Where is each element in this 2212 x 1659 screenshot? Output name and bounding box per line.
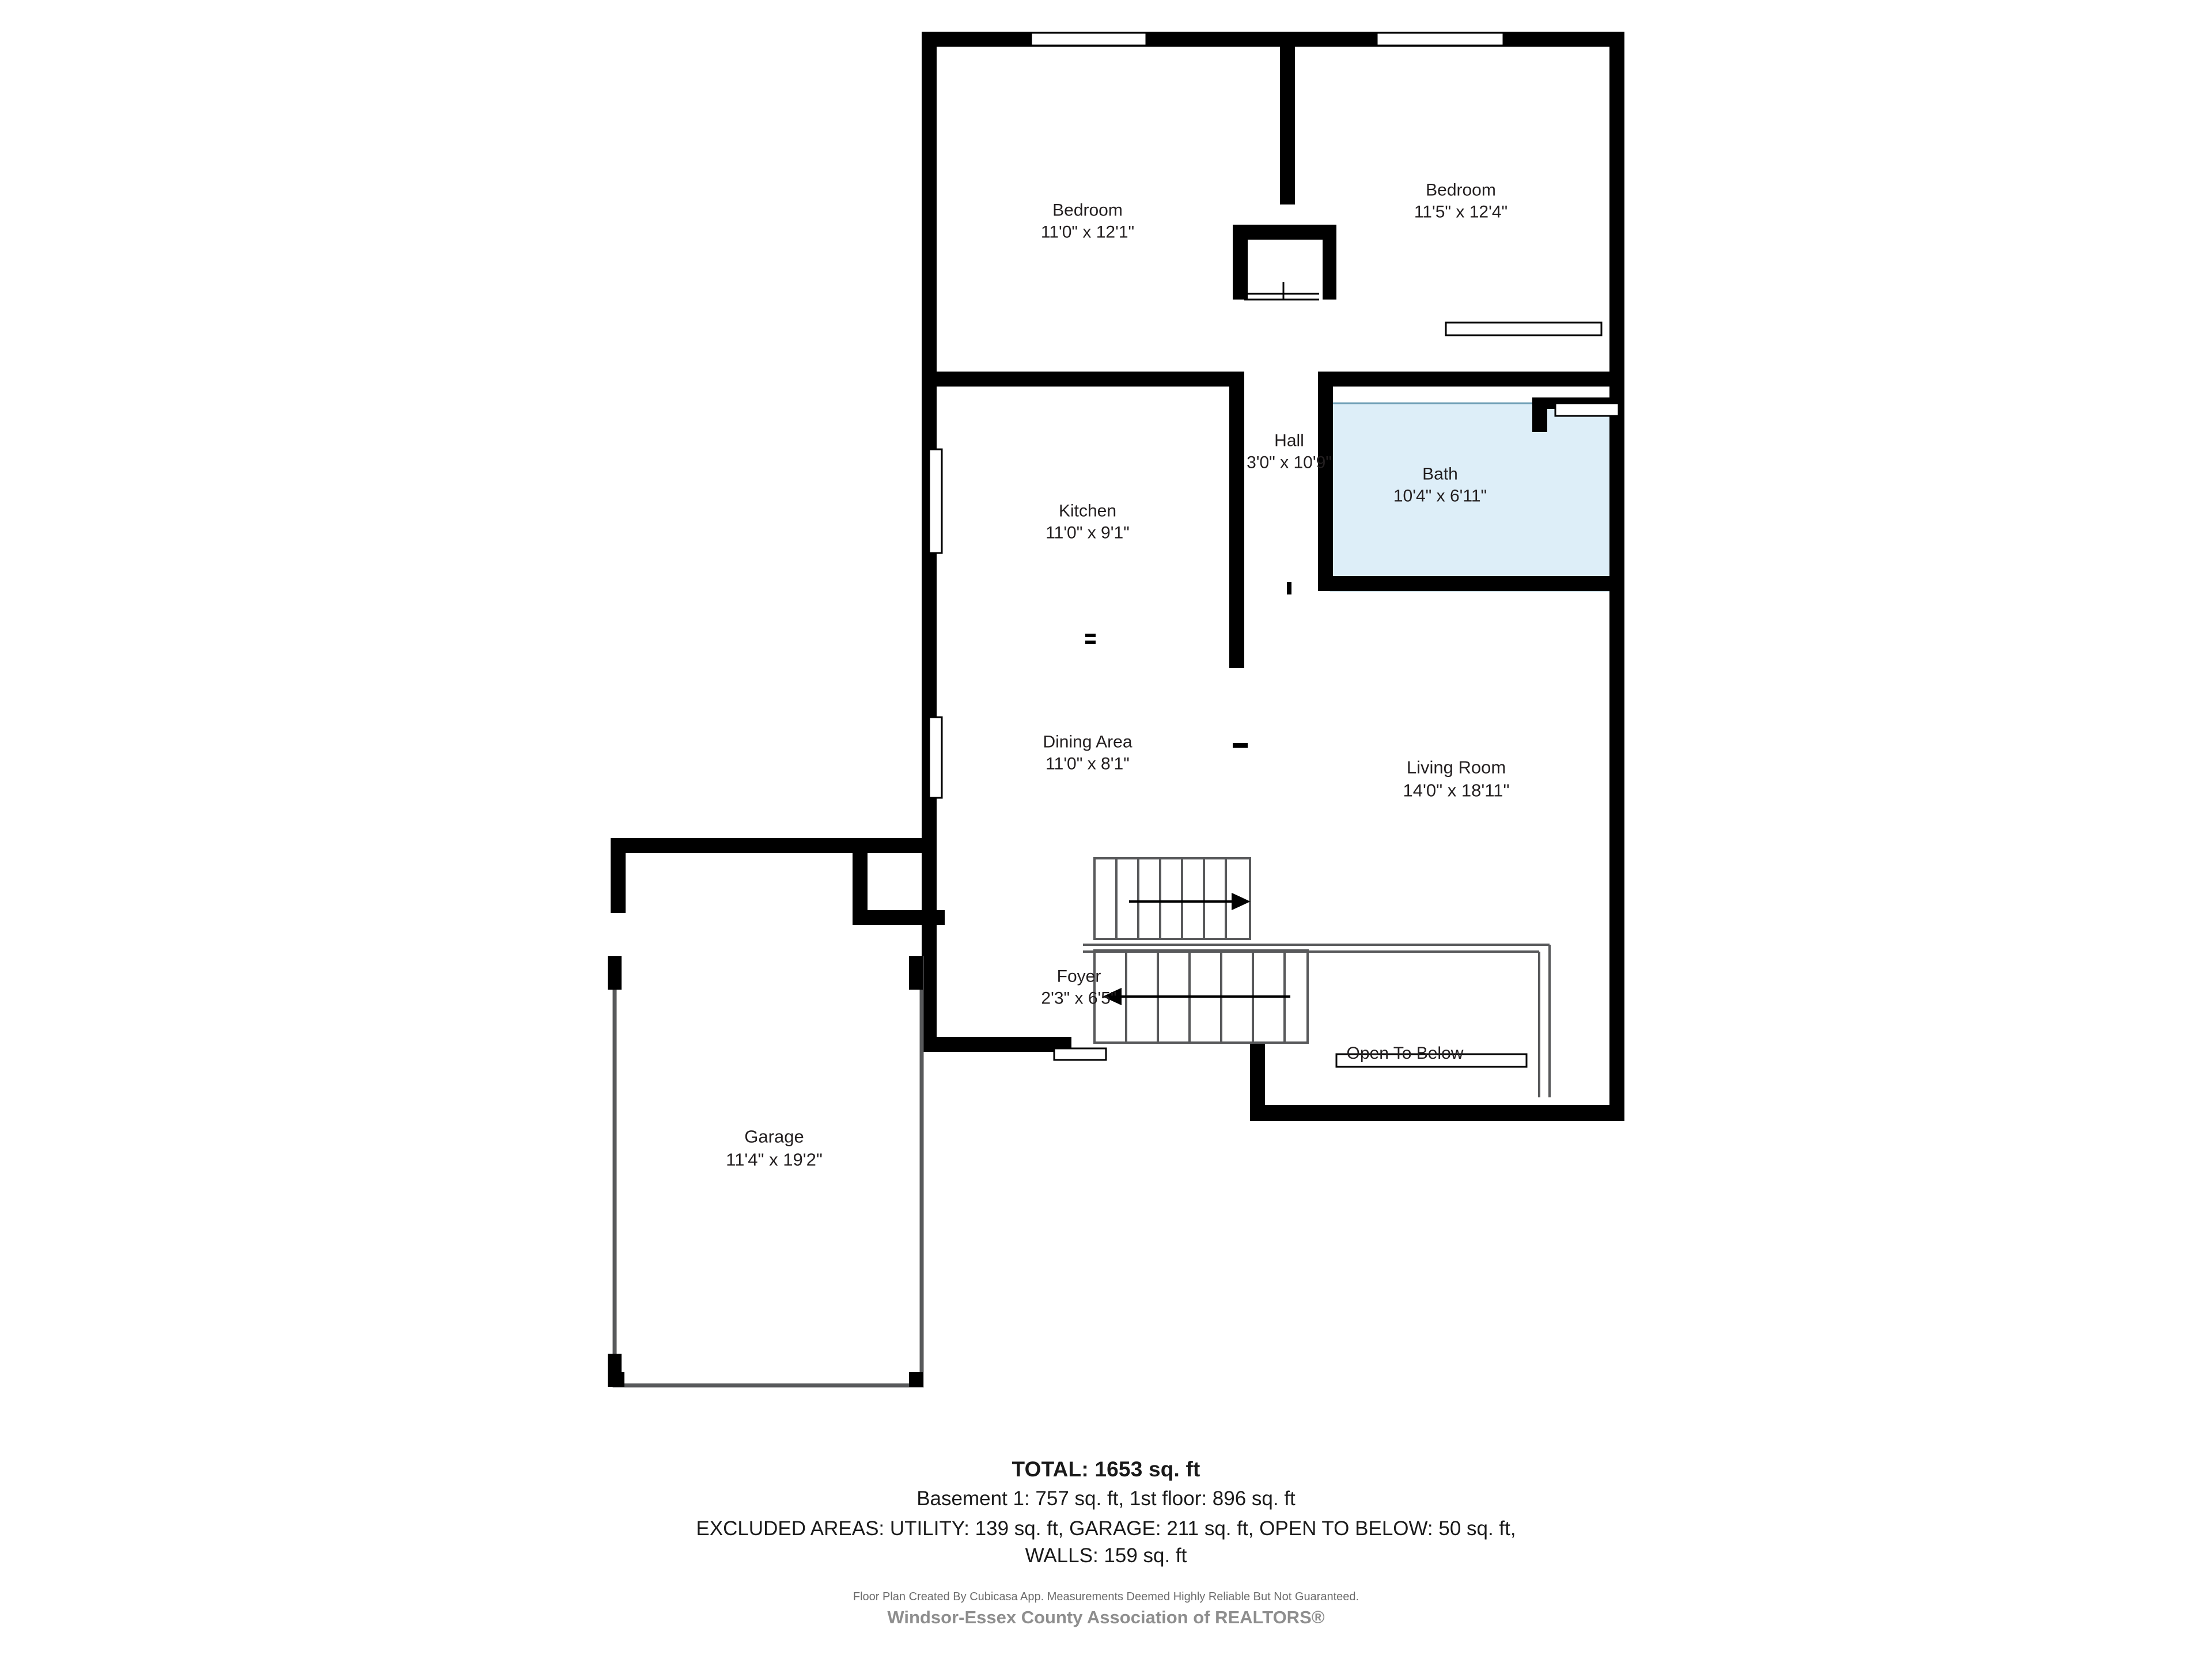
doors: [1244, 282, 1319, 300]
room-name: Garage: [744, 1126, 804, 1147]
room-name: Bedroom: [1426, 180, 1496, 200]
room-dimensions: 11'4" x 19'2": [726, 1149, 823, 1169]
room-dimensions: 11'0" x 8'1": [1046, 755, 1130, 774]
room-dimensions: 11'5" x 12'4": [1414, 203, 1508, 222]
room-fills: [1331, 403, 1619, 590]
room-name: Open To Below: [1346, 1043, 1464, 1063]
excluded-areas-line-1: EXCLUDED AREAS: UTILITY: 139 sq. ft, GARAGE: 211 sq. ft, OPEN TO BELOW: 50 sq. ft,: [696, 1517, 1516, 1540]
garage-wall-caps: [608, 956, 923, 1387]
room-name: Kitchen: [1058, 501, 1117, 521]
room-dimensions: 11'0" x 9'1": [1046, 524, 1130, 543]
room-name: Living Room: [1406, 757, 1506, 778]
room-dimensions: 3'0" x 10'9": [1247, 453, 1332, 472]
area-breakdown-text: Basement 1: 757 sq. ft, 1st floor: 896 sq. ft: [916, 1487, 1296, 1510]
room-name: Bath: [1422, 464, 1458, 484]
association-watermark: Windsor-Essex County Association of REALTORS®: [887, 1607, 1325, 1627]
room-dimensions: 10'4" x 6'11": [1393, 487, 1487, 506]
thin-walls: [615, 956, 922, 1385]
creator-credit: Floor Plan Created By Cubicasa App. Measurements Deemed Highly Reliable But Not Guaranteed.: [853, 1590, 1359, 1603]
excluded-areas-line-2: WALLS: 159 sq. ft: [1025, 1544, 1187, 1567]
total-area-text: TOTAL: 1653 sq. ft: [1012, 1457, 1200, 1481]
room-name: Hall: [1274, 431, 1304, 450]
room-name: Foyer: [1056, 967, 1101, 986]
room-name: Bedroom: [1052, 200, 1123, 220]
room-dimensions: 11'0" x 12'1": [1040, 223, 1135, 242]
room-name: Dining Area: [1043, 732, 1132, 752]
room-dimensions: 2'3" x 6'5": [1041, 989, 1117, 1008]
fixture-marks: [1085, 582, 1291, 748]
room-dimensions: 14'0" x 18'11": [1403, 780, 1510, 800]
bath-fill: [1331, 403, 1619, 590]
area-summary: [0, 1457, 2212, 1628]
